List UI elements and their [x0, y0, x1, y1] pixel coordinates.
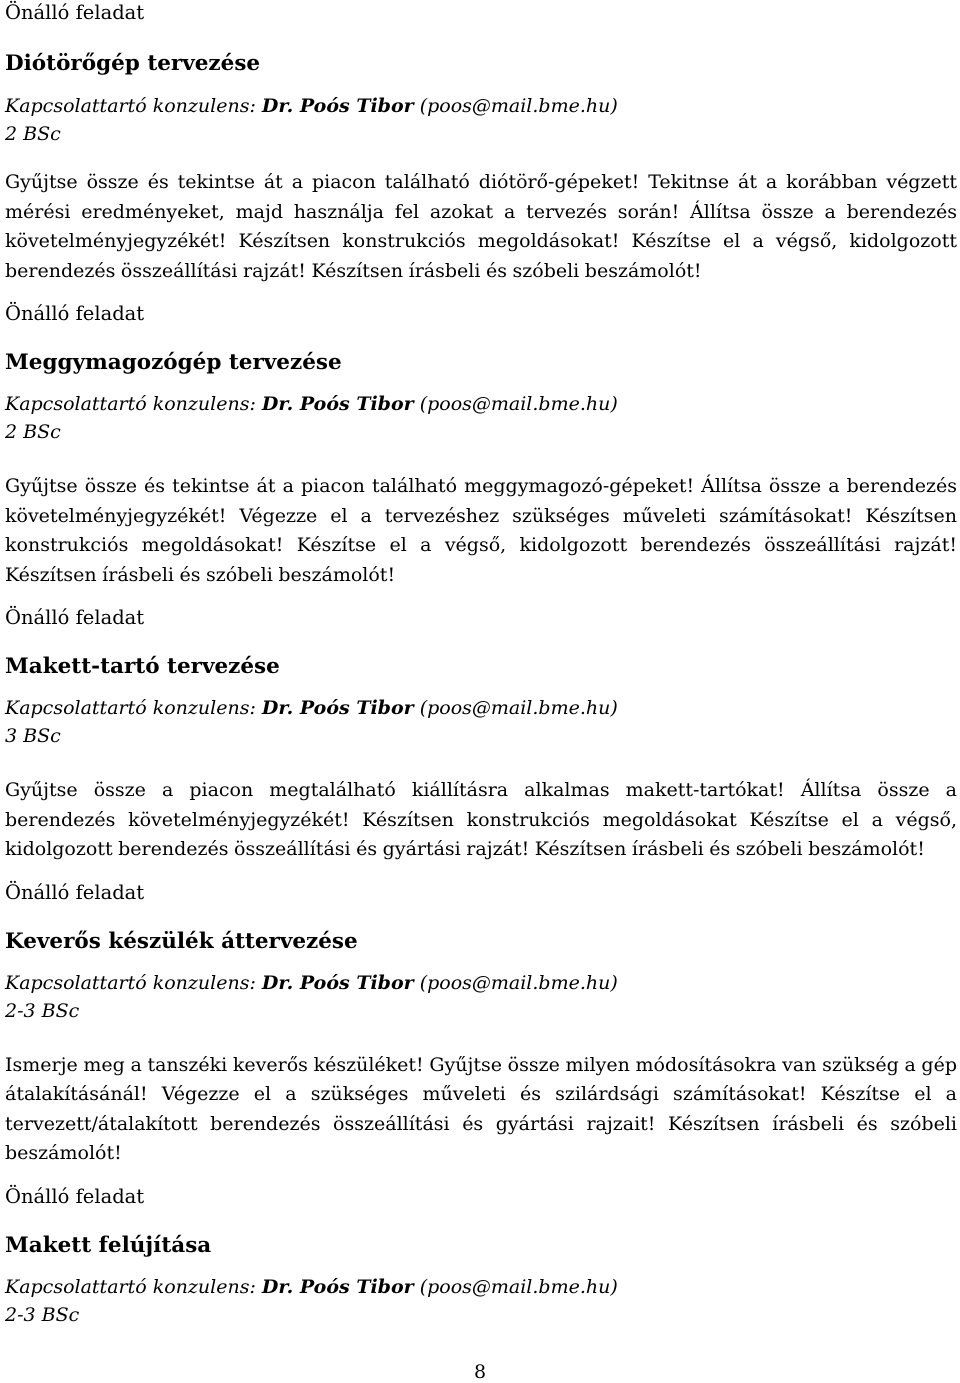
task-makett-felujitasa: [5, 1184, 957, 1329]
contact-email: (poos@mail.bme.hu): [419, 971, 618, 994]
contact-email: (poos@mail.bme.hu): [419, 697, 618, 719]
task-type: Önálló feladat: [5, 1, 145, 24]
task-title: Meggymagozógép tervezése: [5, 350, 342, 375]
contact-label: Kapcsolattartó konzulens:: [5, 697, 256, 719]
task-title: Makett-tartó tervezése: [5, 654, 280, 679]
task-type: Önálló feladat: [5, 606, 145, 629]
task-level: 3 BSc: [5, 725, 61, 747]
contact-name: Dr. Poós Tibor: [261, 95, 414, 117]
task-makett-tarto: [5, 605, 957, 865]
contact-name: Dr. Poós Tibor: [261, 1275, 414, 1298]
task-level: 2-3 BSc: [5, 1303, 80, 1326]
contact-name: Dr. Poós Tibor: [261, 697, 414, 719]
task-level: 2-3 BSc: [5, 999, 80, 1022]
task-contact: [5, 1273, 957, 1301]
task-type: Önálló feladat: [5, 302, 145, 325]
task-meggymagozogep: [5, 301, 957, 590]
document-page: [5, 0, 957, 1329]
task-keveros-keszulek: [5, 880, 957, 1169]
task-type: Önálló feladat: [5, 880, 145, 904]
contact-name: Dr. Poós Tibor: [261, 393, 414, 415]
task-description: Gyűjtse össze és tekintse át a piacon található diótörő-gépeket! Tekitnse át a korábban végzett mérési eredményeket, majd használja fel azokat a tervezés során! Állítsa össze a berendezés követelményjegyzékét! Készítsen konstrukciós megoldásokat! Készítse el a végső, kidolgozott berendezés összeállítási rajzát! Készítsen írásbeli és szóbeli beszámolót!: [5, 171, 957, 282]
task-contact: [5, 694, 957, 722]
contact-email: (poos@mail.bme.hu): [419, 1275, 618, 1298]
task-diotorogep: [5, 0, 957, 286]
contact-email: (poos@mail.bme.hu): [419, 393, 618, 415]
task-description: Gyűjtse össze a piacon megtalálható kiállításra alkalmas makett-tartókat! Állítsa össze a berendezés követelményjegyzékét! Készítsen konstrukciós megoldásokat Készítse el a végső, kidolgozott berendezés összeállítási és gyártási rajzát! Készítsen írásbeli és szóbeli beszámolót!: [5, 779, 957, 860]
contact-label: Kapcsolattartó konzulens:: [5, 1275, 256, 1298]
task-description: Ismerje meg a tanszéki keverős készüléket! Gyűjtse össze milyen módosításokra van szükség a gép átalakításánál! Végezze el a szükséges műveleti és szilárdsági számításokat! Készítse el a tervezett/átalakított berendezés összeállítási és gyártási rajzait! Készítsen írásbeli és szóbeli beszámolót!: [5, 1053, 957, 1164]
contact-name: Dr. Poós Tibor: [261, 971, 414, 994]
contact-label: Kapcsolattartó konzulens:: [5, 393, 256, 415]
contact-email: (poos@mail.bme.hu): [419, 95, 618, 117]
task-level: 2 BSc: [5, 421, 61, 443]
task-title: Diótörőgép tervezése: [5, 51, 261, 76]
page-number: 8: [473, 1361, 487, 1383]
task-type: Önálló feladat: [5, 1184, 145, 1208]
task-contact: [5, 969, 957, 997]
task-title: Keverős készülék áttervezése: [5, 928, 358, 954]
task-description: Gyűjtse össze és tekintse át a piacon található meggymagozó-gépeket! Állítsa össze a berendezés követelményjegyzékét! Végezze el a tervezéshez szükséges műveleti számításokat! Készítsen konstrukciós megoldásokat! Készítse el a végső, kidolgozott berendezés összeállítási rajzát! Készítsen írásbeli és szóbeli beszámolót!: [5, 475, 957, 586]
contact-label: Kapcsolattartó konzulens:: [5, 971, 256, 994]
contact-label: Kapcsolattartó konzulens:: [5, 95, 256, 117]
task-level: 2 BSc: [5, 123, 61, 145]
task-contact: [5, 92, 957, 120]
task-title: Makett felújítása: [5, 1232, 212, 1258]
task-contact: [5, 390, 957, 418]
